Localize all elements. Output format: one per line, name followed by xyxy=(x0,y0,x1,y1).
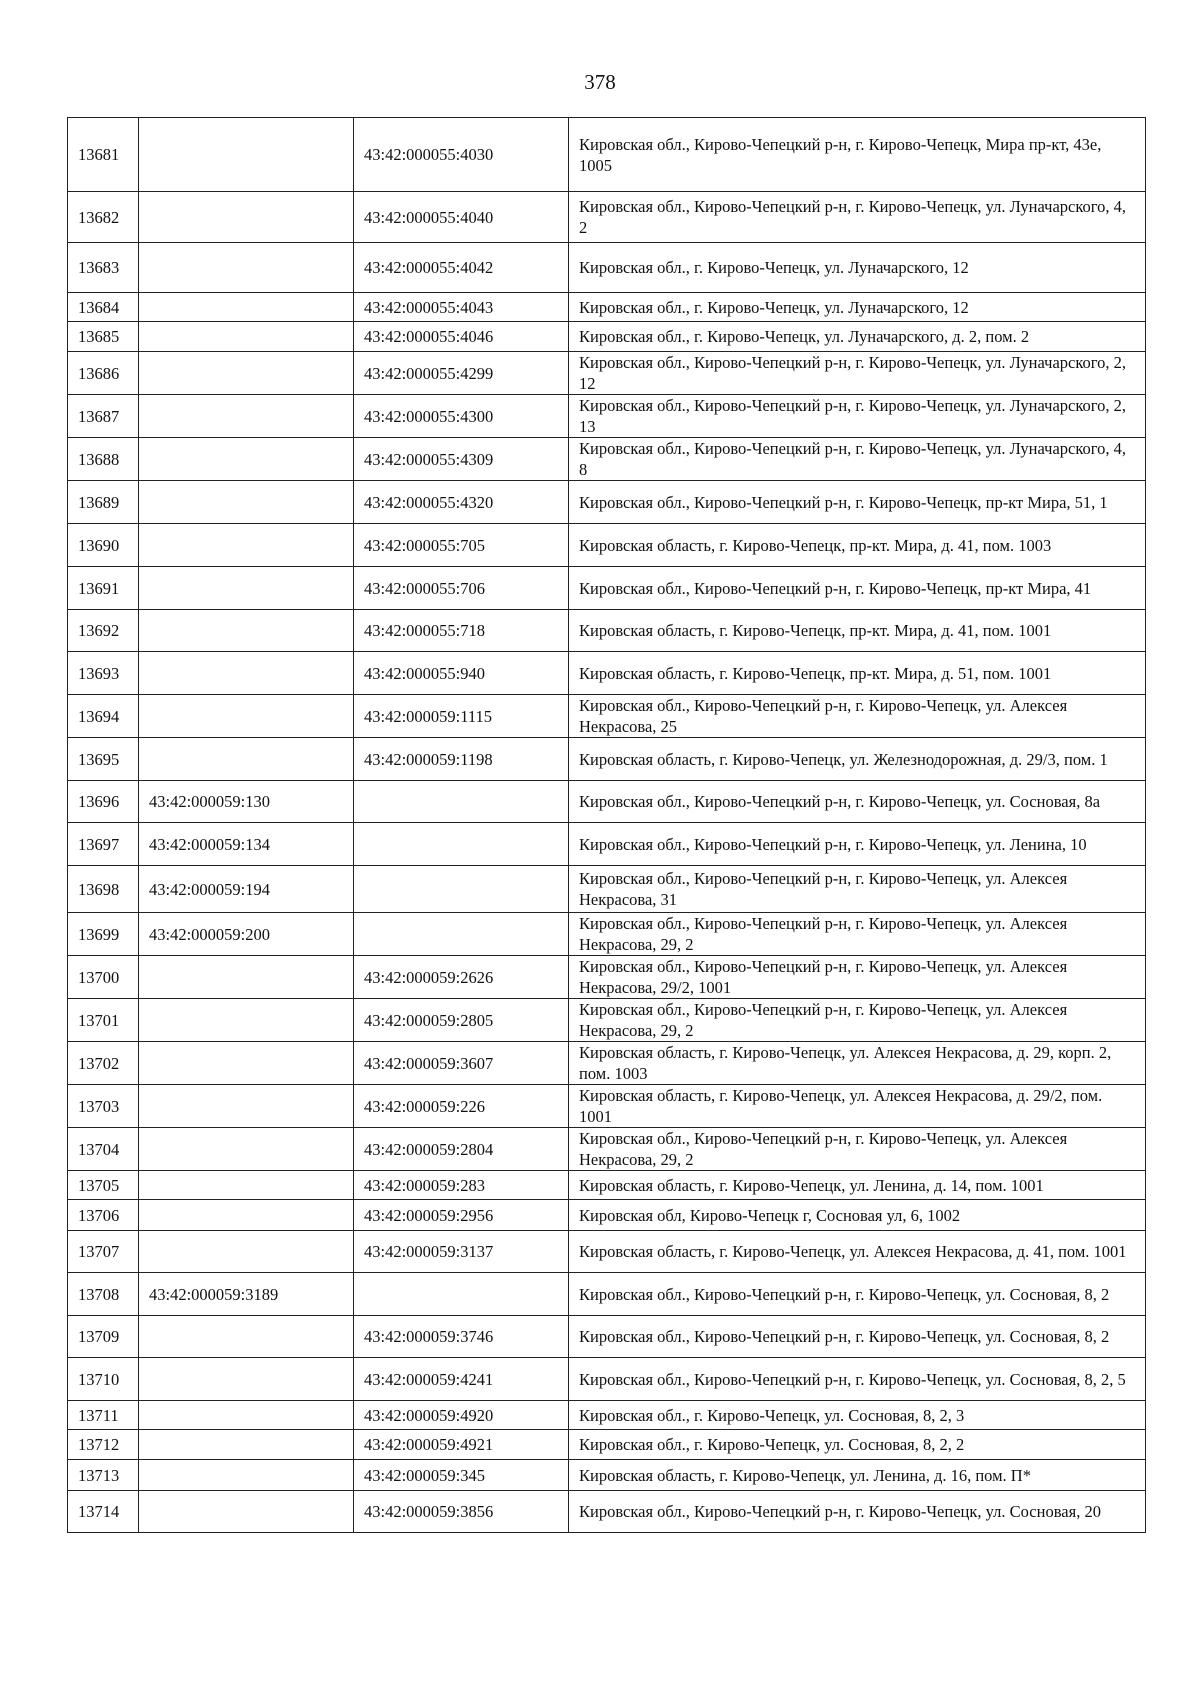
table-row xyxy=(68,1273,1146,1316)
row-number-cell: 13697 xyxy=(68,823,139,866)
land-cadastral-number-cell: 43:42:000059:130 xyxy=(139,781,354,823)
object-cadastral-number-cell: 43:42:000059:2956 xyxy=(354,1200,569,1231)
object-cadastral-number-cell: 43:42:000055:706 xyxy=(354,567,569,610)
table-row xyxy=(68,610,1146,652)
object-cadastral-number-cell: 43:42:000059:4920 xyxy=(354,1401,569,1430)
object-cadastral-number-cell: 43:42:000055:4042 xyxy=(354,243,569,293)
row-number-cell: 13687 xyxy=(68,395,139,438)
object-cadastral-number-cell: 43:42:000059:4921 xyxy=(354,1430,569,1460)
land-cadastral-number-cell xyxy=(139,1358,354,1401)
address-cell: Кировская обл., Кирово-Чепецкий р-н, г. Кирово-Чепецк, пр-кт Мира, 51, 1 xyxy=(569,481,1146,524)
address-cell: Кировская обл., Кирово-Чепецкий р-н, г. Кирово-Чепецк, ул. Сосновая, 20 xyxy=(569,1491,1146,1533)
row-number-cell: 13704 xyxy=(68,1128,139,1171)
row-number-cell: 13691 xyxy=(68,567,139,610)
table-row xyxy=(68,956,1146,999)
row-number-cell: 13714 xyxy=(68,1491,139,1533)
object-cadastral-number-cell: 43:42:000059:3607 xyxy=(354,1042,569,1085)
table-row xyxy=(68,1358,1146,1401)
land-cadastral-number-cell: 43:42:000059:3189 xyxy=(139,1273,354,1316)
object-cadastral-number-cell: 43:42:000059:3137 xyxy=(354,1231,569,1273)
row-number-cell: 13681 xyxy=(68,118,139,192)
object-cadastral-number-cell: 43:42:000055:4043 xyxy=(354,293,569,322)
table-row xyxy=(68,1430,1146,1460)
address-cell: Кировская область, г. Кирово-Чепецк, ул. Алексея Некрасова, д. 29/2, пом. 1001 xyxy=(569,1085,1146,1128)
table-row xyxy=(68,438,1146,481)
table-row xyxy=(68,1042,1146,1085)
row-number-cell: 13701 xyxy=(68,999,139,1042)
table-row xyxy=(68,524,1146,567)
object-cadastral-number-cell: 43:42:000055:4320 xyxy=(354,481,569,524)
land-cadastral-number-cell xyxy=(139,1401,354,1430)
table-row xyxy=(68,652,1146,695)
table-row xyxy=(68,913,1146,956)
row-number-cell: 13682 xyxy=(68,192,139,243)
row-number-cell: 13711 xyxy=(68,1401,139,1430)
object-cadastral-number-cell: 43:42:000055:4030 xyxy=(354,118,569,192)
row-number-cell: 13706 xyxy=(68,1200,139,1231)
address-cell: Кировская обл., Кирово-Чепецкий р-н, г. Кирово-Чепецк, ул. Луначарского, 2, 12 xyxy=(569,352,1146,395)
land-cadastral-number-cell xyxy=(139,1460,354,1491)
land-cadastral-number-cell xyxy=(139,352,354,395)
table-row xyxy=(68,1231,1146,1273)
address-cell: Кировская область, г. Кирово-Чепецк, пр-кт. Мира, д. 41, пом. 1003 xyxy=(569,524,1146,567)
table-row xyxy=(68,1316,1146,1358)
address-cell: Кировская обл., Кирово-Чепецкий р-н, г. Кирово-Чепецк, ул. Луначарского, 4, 2 xyxy=(569,192,1146,243)
row-number-cell: 13700 xyxy=(68,956,139,999)
land-cadastral-number-cell xyxy=(139,999,354,1042)
object-cadastral-number-cell xyxy=(354,781,569,823)
table-row xyxy=(68,999,1146,1042)
address-cell: Кировская обл., г. Кирово-Чепецк, ул. Луначарского, д. 2, пом. 2 xyxy=(569,322,1146,352)
address-cell: Кировская обл., г. Кирово-Чепецк, ул. Сосновая, 8, 2, 3 xyxy=(569,1401,1146,1430)
address-cell: Кировская обл., Кирово-Чепецкий р-н, г. Кирово-Чепецк, ул. Сосновая, 8, 2 xyxy=(569,1316,1146,1358)
land-cadastral-number-cell xyxy=(139,1491,354,1533)
object-cadastral-number-cell: 43:42:000059:1115 xyxy=(354,695,569,738)
table-row xyxy=(68,243,1146,293)
object-cadastral-number-cell: 43:42:000055:718 xyxy=(354,610,569,652)
row-number-cell: 13684 xyxy=(68,293,139,322)
row-number-cell: 13685 xyxy=(68,322,139,352)
object-cadastral-number-cell: 43:42:000059:3856 xyxy=(354,1491,569,1533)
land-cadastral-number-cell xyxy=(139,395,354,438)
land-cadastral-number-cell xyxy=(139,956,354,999)
table-row xyxy=(68,567,1146,610)
address-cell: Кировская обл., Кирово-Чепецкий р-н, г. Кирово-Чепецк, ул. Алексея Некрасова, 29, 2 xyxy=(569,999,1146,1042)
land-cadastral-number-cell xyxy=(139,438,354,481)
address-cell: Кировская обл., Кирово-Чепецкий р-н, г. Кирово-Чепецк, ул. Алексея Некрасова, 31 xyxy=(569,866,1146,913)
table-row xyxy=(68,823,1146,866)
address-cell: Кировская обл., Кирово-Чепецкий р-н, г. Кирово-Чепецк, ул. Алексея Некрасова, 29, 2 xyxy=(569,913,1146,956)
table-body xyxy=(68,118,1146,1533)
land-cadastral-number-cell xyxy=(139,481,354,524)
address-cell: Кировская обл., Кирово-Чепецкий р-н, г. Кирово-Чепецк, ул. Сосновая, 8, 2, 5 xyxy=(569,1358,1146,1401)
land-cadastral-number-cell xyxy=(139,1200,354,1231)
row-number-cell: 13696 xyxy=(68,781,139,823)
table-row xyxy=(68,695,1146,738)
land-cadastral-number-cell xyxy=(139,1042,354,1085)
land-cadastral-number-cell xyxy=(139,738,354,781)
object-cadastral-number-cell: 43:42:000059:283 xyxy=(354,1171,569,1200)
address-cell: Кировская обл, Кирово-Чепецк г, Сосновая ул, 6, 1002 xyxy=(569,1200,1146,1231)
row-number-cell: 13689 xyxy=(68,481,139,524)
row-number-cell: 13710 xyxy=(68,1358,139,1401)
address-cell: Кировская область, г. Кирово-Чепецк, ул. Алексея Некрасова, д. 29, корп. 2, пом. 1003 xyxy=(569,1042,1146,1085)
object-cadastral-number-cell: 43:42:000059:4241 xyxy=(354,1358,569,1401)
object-cadastral-number-cell: 43:42:000059:226 xyxy=(354,1085,569,1128)
land-cadastral-number-cell xyxy=(139,1231,354,1273)
row-number-cell: 13695 xyxy=(68,738,139,781)
object-cadastral-number-cell xyxy=(354,866,569,913)
row-number-cell: 13708 xyxy=(68,1273,139,1316)
address-cell: Кировская область, г. Кирово-Чепецк, ул. Алексея Некрасова, д. 41, пом. 1001 xyxy=(569,1231,1146,1273)
land-cadastral-number-cell xyxy=(139,118,354,192)
object-cadastral-number-cell xyxy=(354,913,569,956)
land-cadastral-number-cell xyxy=(139,293,354,322)
object-cadastral-number-cell: 43:42:000055:4040 xyxy=(354,192,569,243)
table-row xyxy=(68,1085,1146,1128)
table-row xyxy=(68,866,1146,913)
address-cell: Кировская обл., Кирово-Чепецкий р-н, г. Кирово-Чепецк, Мира пр-кт, 43е, 1005 xyxy=(569,118,1146,192)
land-cadastral-number-cell xyxy=(139,322,354,352)
table-row xyxy=(68,1491,1146,1533)
table-row xyxy=(68,352,1146,395)
object-cadastral-number-cell: 43:42:000059:1198 xyxy=(354,738,569,781)
page-number: 378 xyxy=(584,70,616,94)
table-row xyxy=(68,738,1146,781)
address-cell: Кировская обл., Кирово-Чепецкий р-н, г. Кирово-Чепецк, ул. Сосновая, 8а xyxy=(569,781,1146,823)
row-number-cell: 13698 xyxy=(68,866,139,913)
land-cadastral-number-cell: 43:42:000059:200 xyxy=(139,913,354,956)
address-cell: Кировская обл., Кирово-Чепецкий р-н, г. Кирово-Чепецк, ул. Луначарского, 2, 13 xyxy=(569,395,1146,438)
object-cadastral-number-cell xyxy=(354,823,569,866)
address-cell: Кировская обл., Кирово-Чепецкий р-н, г. Кирово-Чепецк, ул. Ленина, 10 xyxy=(569,823,1146,866)
object-cadastral-number-cell xyxy=(354,1273,569,1316)
table-row xyxy=(68,781,1146,823)
object-cadastral-number-cell: 43:42:000055:4309 xyxy=(354,438,569,481)
table-row xyxy=(68,1200,1146,1231)
object-cadastral-number-cell: 43:42:000055:4299 xyxy=(354,352,569,395)
table-row xyxy=(68,481,1146,524)
address-cell: Кировская обл., Кирово-Чепецкий р-н, г. Кирово-Чепецк, пр-кт Мира, 41 xyxy=(569,567,1146,610)
land-cadastral-number-cell xyxy=(139,1128,354,1171)
land-cadastral-number-cell xyxy=(139,1171,354,1200)
row-number-cell: 13683 xyxy=(68,243,139,293)
row-number-cell: 13709 xyxy=(68,1316,139,1358)
land-cadastral-number-cell xyxy=(139,1430,354,1460)
address-cell: Кировская обл., Кирово-Чепецкий р-н, г. Кирово-Чепецк, ул. Алексея Некрасова, 29/2, 1001 xyxy=(569,956,1146,999)
row-number-cell: 13699 xyxy=(68,913,139,956)
table-row xyxy=(68,192,1146,243)
address-cell: Кировская область, г. Кирово-Чепецк, ул. Ленина, д. 14, пом. 1001 xyxy=(569,1171,1146,1200)
object-cadastral-number-cell: 43:42:000055:940 xyxy=(354,652,569,695)
land-cadastral-number-cell xyxy=(139,610,354,652)
address-cell: Кировская область, г. Кирово-Чепецк, ул. Железнодорожная, д. 29/3, пом. 1 xyxy=(569,738,1146,781)
table-row xyxy=(68,322,1146,352)
land-cadastral-number-cell xyxy=(139,1085,354,1128)
table-row xyxy=(68,1128,1146,1171)
address-cell: Кировская обл., Кирово-Чепецкий р-н, г. Кирово-Чепецк, ул. Луначарского, 4, 8 xyxy=(569,438,1146,481)
row-number-cell: 13692 xyxy=(68,610,139,652)
row-number-cell: 13694 xyxy=(68,695,139,738)
land-cadastral-number-cell xyxy=(139,567,354,610)
object-cadastral-number-cell: 43:42:000055:4300 xyxy=(354,395,569,438)
address-cell: Кировская область, г. Кирово-Чепецк, пр-кт. Мира, д. 51, пом. 1001 xyxy=(569,652,1146,695)
row-number-cell: 13693 xyxy=(68,652,139,695)
row-number-cell: 13707 xyxy=(68,1231,139,1273)
table-row xyxy=(68,1401,1146,1430)
row-number-cell: 13705 xyxy=(68,1171,139,1200)
address-cell: Кировская обл., г. Кирово-Чепецк, ул. Луначарского, 12 xyxy=(569,243,1146,293)
row-number-cell: 13713 xyxy=(68,1460,139,1491)
table-row xyxy=(68,1171,1146,1200)
land-cadastral-number-cell: 43:42:000059:194 xyxy=(139,866,354,913)
object-cadastral-number-cell: 43:42:000059:3746 xyxy=(354,1316,569,1358)
address-cell: Кировская обл., Кирово-Чепецкий р-н, г. Кирово-Чепецк, ул. Сосновая, 8, 2 xyxy=(569,1273,1146,1316)
property-registry-table xyxy=(67,117,1146,1533)
address-cell: Кировская обл., Кирово-Чепецкий р-н, г. Кирово-Чепецк, ул. Алексея Некрасова, 29, 2 xyxy=(569,1128,1146,1171)
table-row xyxy=(68,395,1146,438)
row-number-cell: 13712 xyxy=(68,1430,139,1460)
land-cadastral-number-cell: 43:42:000059:134 xyxy=(139,823,354,866)
row-number-cell: 13690 xyxy=(68,524,139,567)
land-cadastral-number-cell xyxy=(139,192,354,243)
address-cell: Кировская обл., г. Кирово-Чепецк, ул. Сосновая, 8, 2, 2 xyxy=(569,1430,1146,1460)
row-number-cell: 13703 xyxy=(68,1085,139,1128)
object-cadastral-number-cell: 43:42:000055:705 xyxy=(354,524,569,567)
table-row xyxy=(68,118,1146,192)
land-cadastral-number-cell xyxy=(139,243,354,293)
address-cell: Кировская область, г. Кирово-Чепецк, пр-кт. Мира, д. 41, пом. 1001 xyxy=(569,610,1146,652)
land-cadastral-number-cell xyxy=(139,695,354,738)
land-cadastral-number-cell xyxy=(139,524,354,567)
object-cadastral-number-cell: 43:42:000059:2626 xyxy=(354,956,569,999)
address-cell: Кировская обл., Кирово-Чепецкий р-н, г. Кирово-Чепецк, ул. Алексея Некрасова, 25 xyxy=(569,695,1146,738)
table-row xyxy=(68,293,1146,322)
object-cadastral-number-cell: 43:42:000055:4046 xyxy=(354,322,569,352)
row-number-cell: 13686 xyxy=(68,352,139,395)
object-cadastral-number-cell: 43:42:000059:345 xyxy=(354,1460,569,1491)
address-cell: Кировская обл., г. Кирово-Чепецк, ул. Луначарского, 12 xyxy=(569,293,1146,322)
object-cadastral-number-cell: 43:42:000059:2804 xyxy=(354,1128,569,1171)
land-cadastral-number-cell xyxy=(139,1316,354,1358)
object-cadastral-number-cell: 43:42:000059:2805 xyxy=(354,999,569,1042)
row-number-cell: 13702 xyxy=(68,1042,139,1085)
address-cell: Кировская область, г. Кирово-Чепецк, ул. Ленина, д. 16, пом. П* xyxy=(569,1460,1146,1491)
row-number-cell: 13688 xyxy=(68,438,139,481)
land-cadastral-number-cell xyxy=(139,652,354,695)
table-row xyxy=(68,1460,1146,1491)
